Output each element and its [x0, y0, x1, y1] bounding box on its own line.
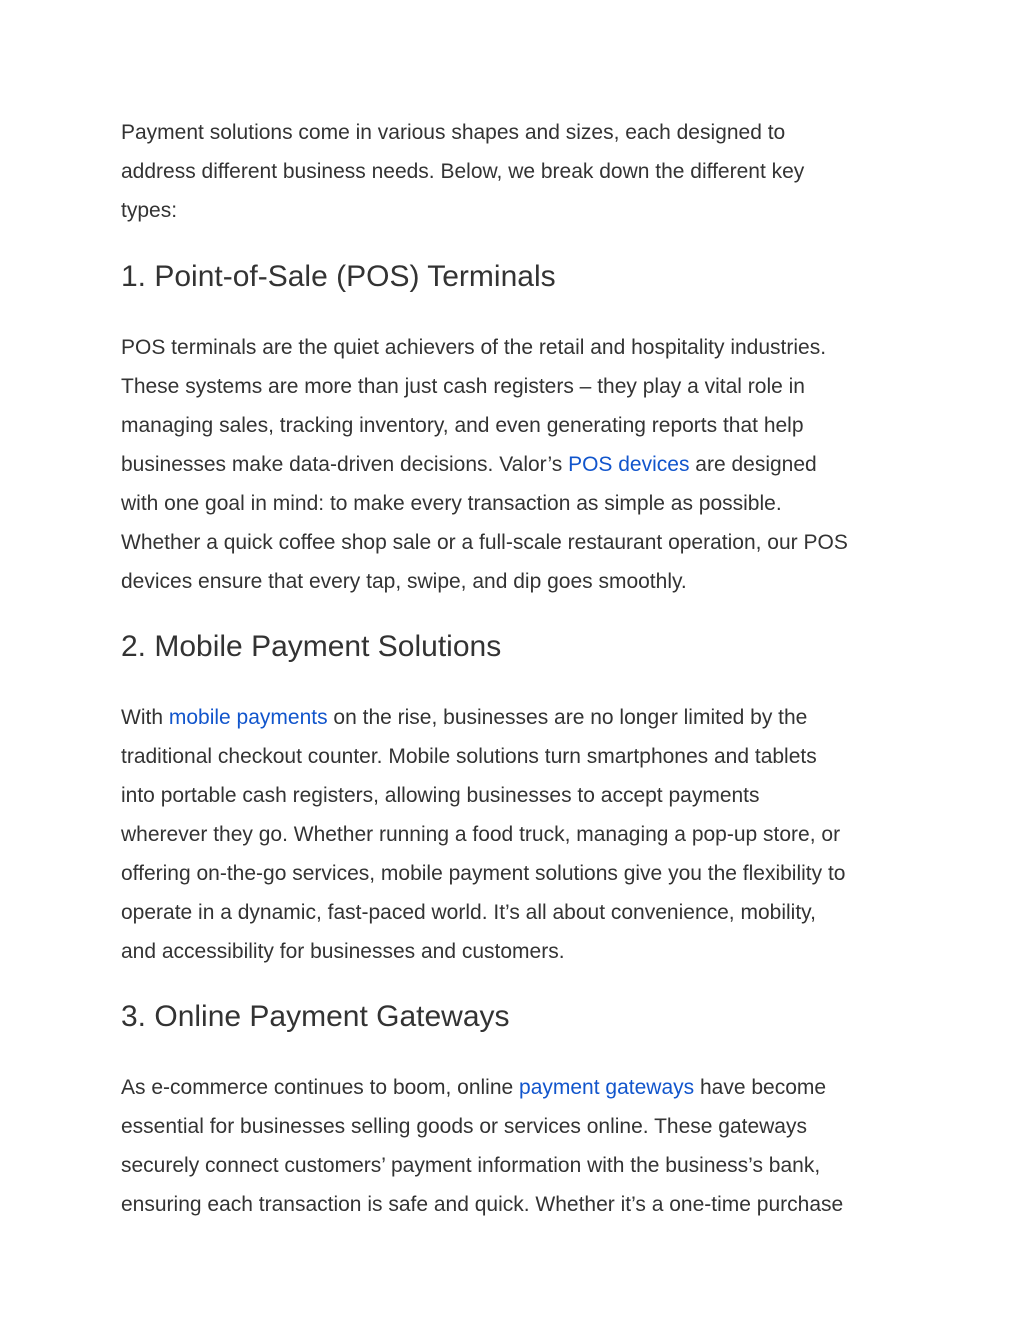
- pos-devices-link[interactable]: POS devices: [568, 453, 690, 476]
- paragraph-online-payment-gateways: [121, 1068, 911, 1224]
- paragraph-text: POS terminals are the quiet achievers of the retail and hospitality industries. These systems are more than just cash registers – they play a vital role in managing sales, tracking inventory, and even generating reports that help businesses make data-driven decisions. Valor’s: [121, 336, 827, 476]
- heading-mobile-payment-solutions: 2. Mobile Payment Solutions: [121, 630, 502, 663]
- mobile-payments-link[interactable]: mobile payments: [168, 706, 328, 729]
- paragraph-text: have become essential for businesses selling goods or services online. These gateways securely connect customers’ payment information with the business’s bank, ensuring each transaction is safe and quick. Whether it’s a one-time purchase: [121, 1076, 844, 1216]
- paragraph-pos-terminals: [121, 328, 911, 601]
- paragraph-text: With: [121, 706, 169, 729]
- payment-gateways-link[interactable]: payment gateways: [519, 1076, 695, 1099]
- intro-paragraph: Payment solutions come in various shapes and sizes, each designed to address different business needs. Below, we break down the different key types:: [121, 121, 805, 222]
- heading-pos-terminals: 1. Point-of-Sale (POS) Terminals: [121, 260, 556, 293]
- paragraph-text: As e-commerce continues to boom, online: [121, 1076, 520, 1099]
- paragraph-mobile-payment-solutions: [121, 698, 911, 971]
- document-page: [121, 113, 911, 1224]
- paragraph-text: are designed with one goal in mind: to make every transaction as simple as possible. Whether a quick coffee shop sale or a full-scale restaurant operation, our POS devices ensure that every tap, swipe, and dip goes smoothly.: [121, 453, 848, 593]
- heading-online-payment-gateways: 3. Online Payment Gateways: [121, 1000, 510, 1033]
- paragraph-text: on the rise, businesses are no longer limited by the traditional checkout counter. Mobile solutions turn smartphones and tablets into portable cash registers, allowing businesses to accept payments wherever they go. Whether running a food truck, managing a pop-up store, or offering on-the-go services, mobile payment solutions give you the flexibility to operate in a dynamic, fast-paced world. It’s all about convenience, mobility, and accessibility for businesses and customers.: [121, 706, 846, 963]
